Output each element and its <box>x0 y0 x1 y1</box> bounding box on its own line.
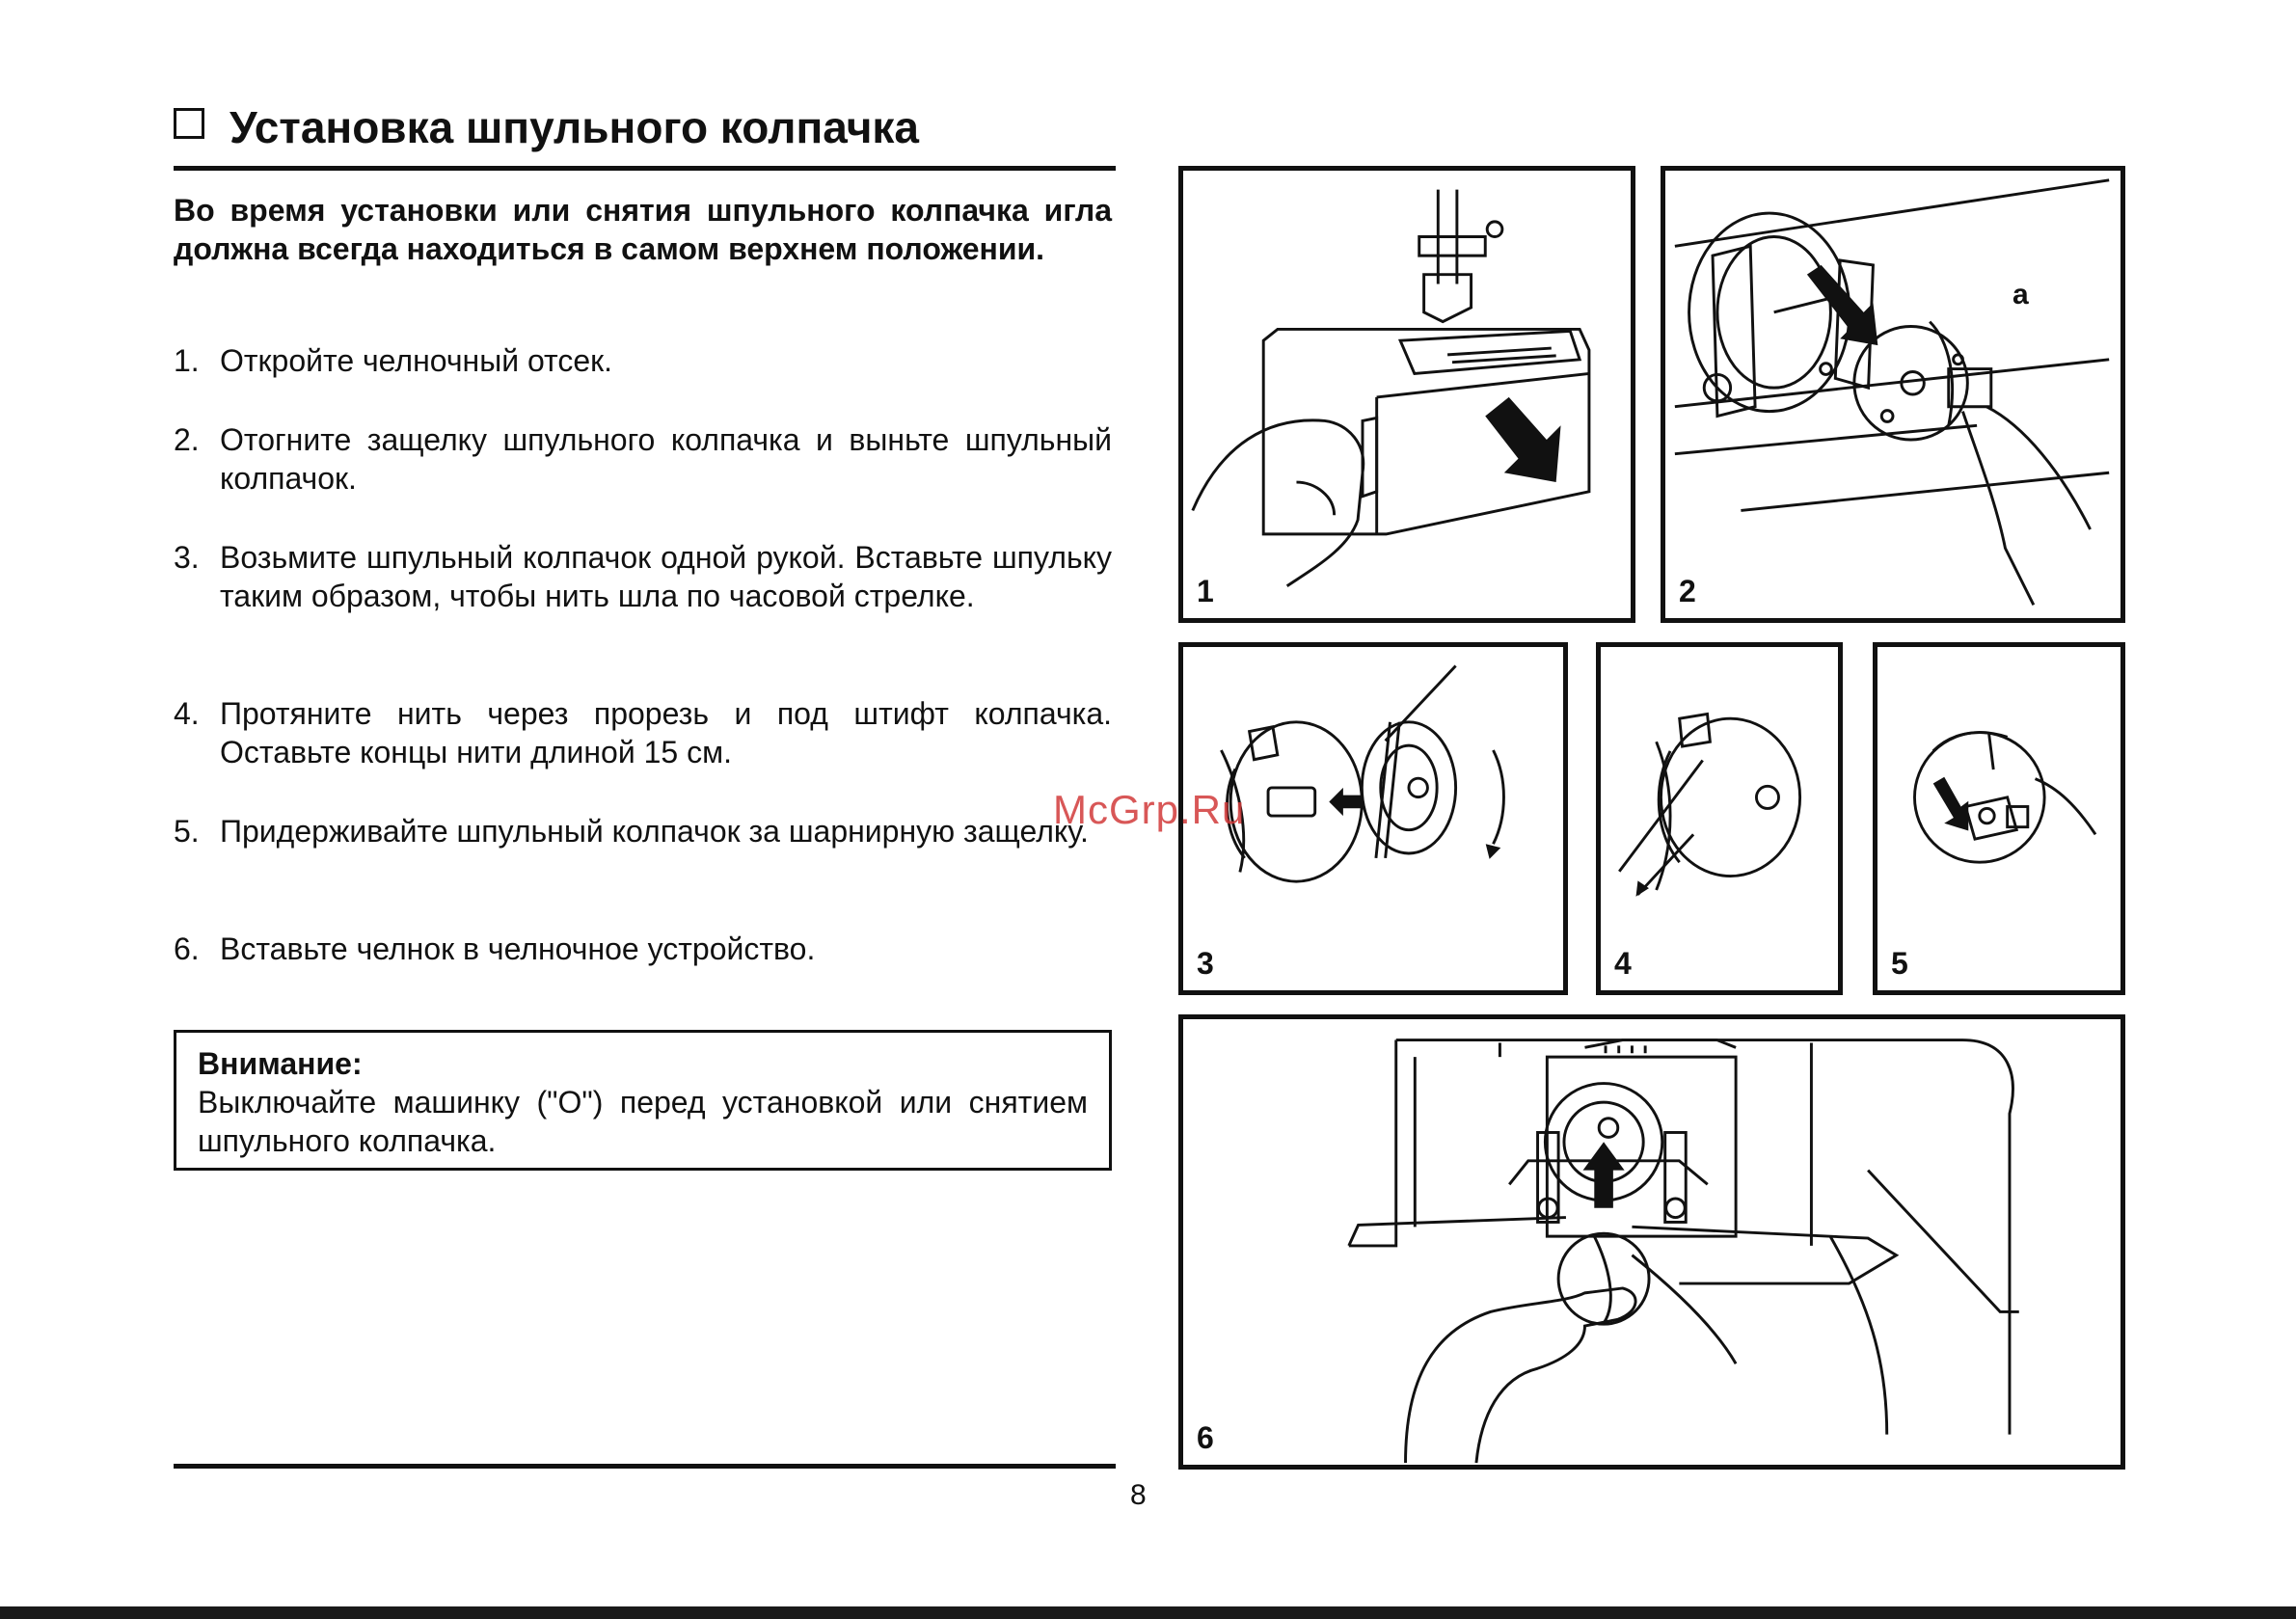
figure-label: 6 <box>1197 1420 1214 1455</box>
insert-shuttle-illustration <box>1183 1019 2120 1465</box>
figure-label: 2 <box>1679 574 1696 608</box>
step-text: Придерживайте шпульный колпачок за шарнирную защелку. <box>220 814 1089 849</box>
note-title: Внимание: <box>198 1046 363 1081</box>
hold-latch-illustration <box>1877 647 2120 990</box>
footer-rule <box>174 1464 1116 1469</box>
remove-bobbin-case-illustration <box>1665 171 2120 618</box>
list-item <box>174 341 1112 380</box>
figure-label: 3 <box>1197 946 1214 981</box>
figure-2 <box>1661 166 2125 623</box>
attention-note <box>174 1030 1112 1171</box>
watermark-text: McGrp.Ru <box>1053 787 1246 832</box>
step-text: Вставьте челнок в челночное устройство. <box>220 931 816 966</box>
title-row <box>174 96 1114 160</box>
step-number: 5. <box>174 814 200 849</box>
step-number: 4. <box>174 696 200 731</box>
list-item <box>174 930 1112 968</box>
page-title: Установка шпульного колпачка <box>230 102 919 152</box>
figure-5 <box>1873 642 2125 995</box>
checkbox-square-icon <box>174 108 204 139</box>
step-number: 3. <box>174 540 200 575</box>
list-item <box>174 694 1112 771</box>
lead-warning: Во время установки или снятия шпульного колпачка игла должна всегда находиться в самом верхнем положении. <box>174 193 1112 266</box>
open-shuttle-compartment-illustration <box>1183 171 1631 618</box>
list-item <box>174 538 1112 615</box>
callout-a-label: a <box>2012 279 2029 310</box>
page-number: 8 <box>1130 1479 1147 1511</box>
figure-label: 1 <box>1197 574 1214 608</box>
title-rule <box>174 166 1116 171</box>
pull-thread-illustration <box>1601 647 1838 990</box>
step-number: 1. <box>174 343 200 378</box>
step-text: Откройте челночный отсек. <box>220 343 613 378</box>
step-number: 6. <box>174 931 200 966</box>
bottom-edge-bar <box>0 1606 2296 1619</box>
figure-label: 5 <box>1891 946 1908 981</box>
figure-4 <box>1596 642 1843 995</box>
step-text: Отогните защелку шпульного колпачка и выньте шпульный колпачок. <box>220 422 1112 496</box>
note-text: Выключайте машинку ("О") перед установкой или снятием шпульного колпачка. <box>198 1085 1088 1158</box>
figure-1 <box>1178 166 1635 623</box>
step-text: Протяните нить через прорезь и под штифт колпачка. Оставьте концы нити длиной 15 см. <box>220 696 1112 769</box>
figure-6 <box>1178 1014 2125 1470</box>
list-item <box>174 420 1112 498</box>
figure-label: 4 <box>1614 946 1632 981</box>
step-number: 2. <box>174 422 200 457</box>
list-item <box>174 812 1112 850</box>
step-text: Возьмите шпульный колпачок одной рукой. Вставьте шпульку таким образом, чтобы нить шла по часовой стрелке. <box>220 540 1112 613</box>
